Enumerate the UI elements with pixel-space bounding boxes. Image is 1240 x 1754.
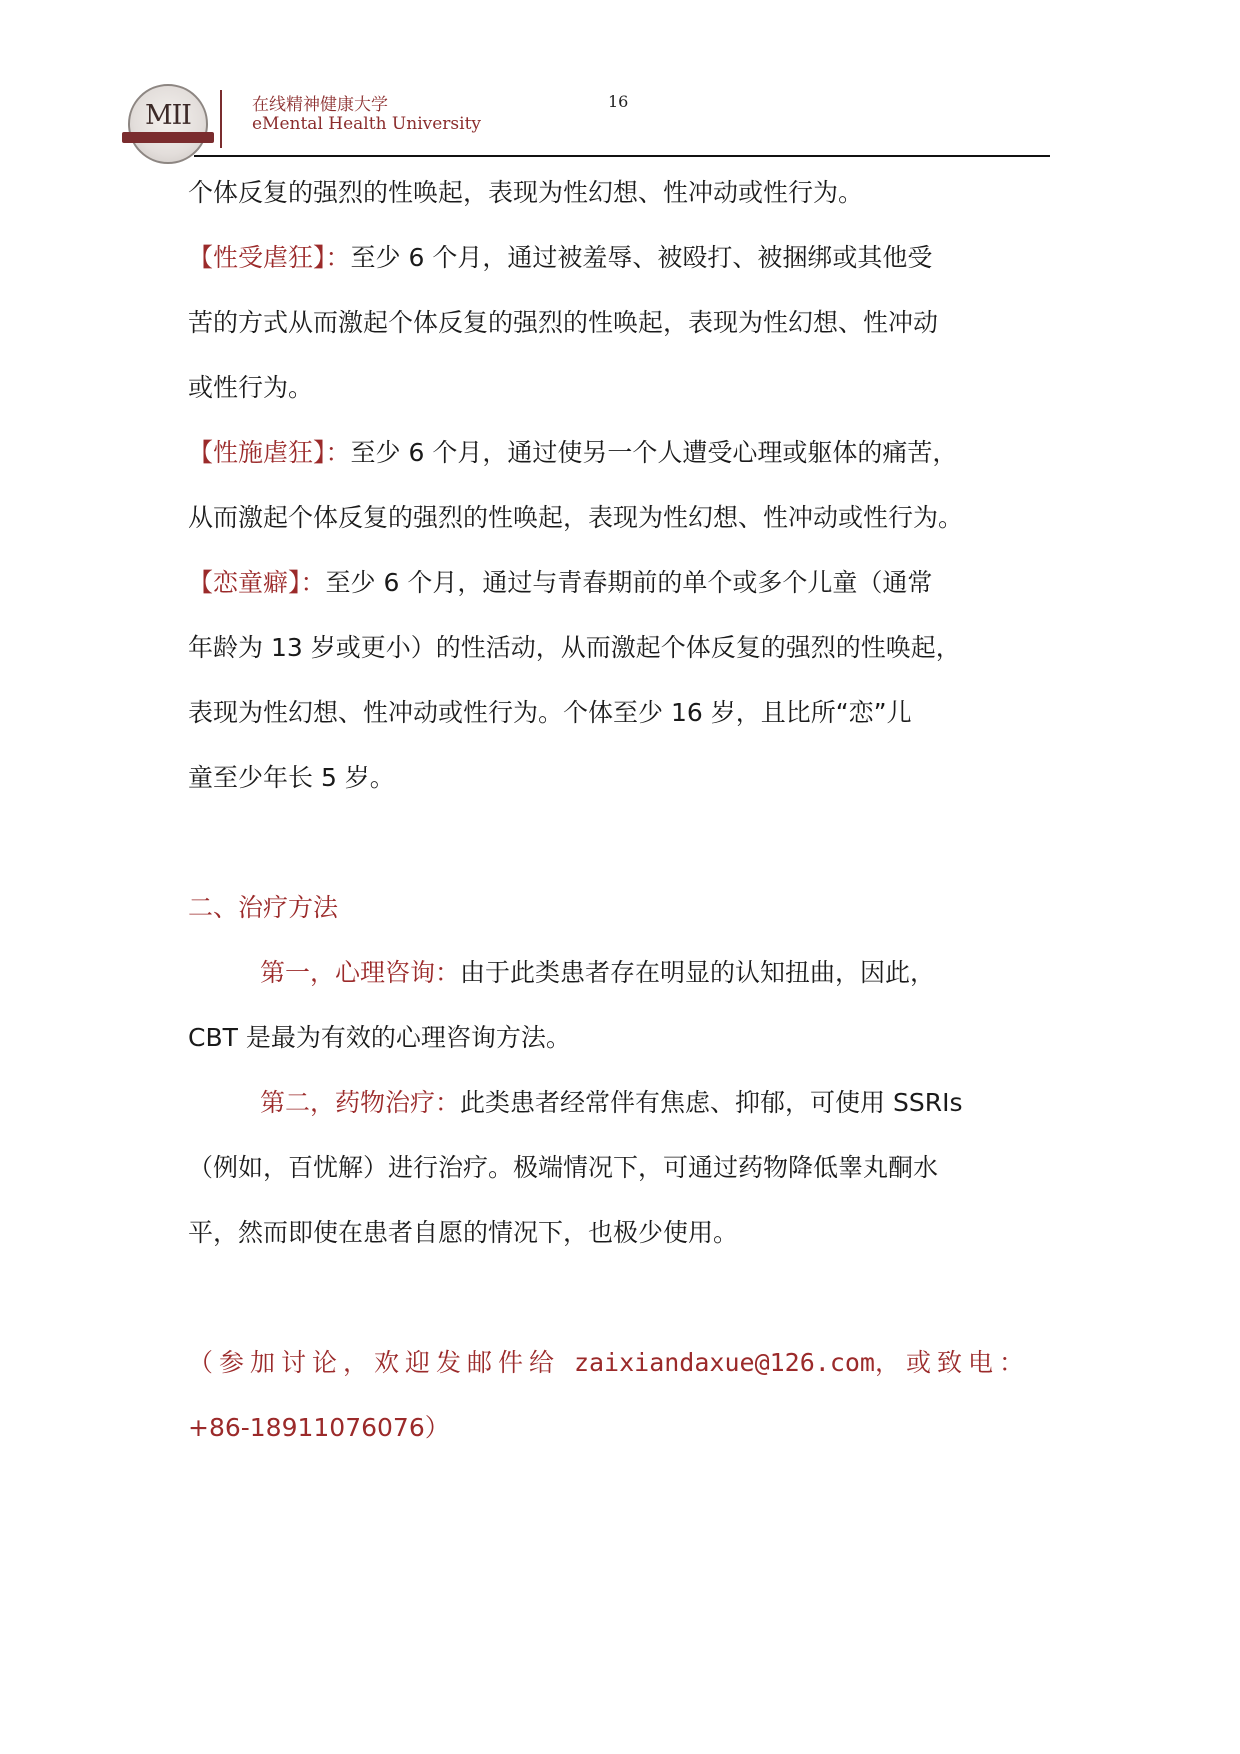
paragraph-line: 苦的方式从而激起个体反复的强烈的性唤起，表现为性幻想、性冲动 — [188, 308, 939, 337]
therapy-label: 第二，药物治疗： — [260, 1088, 461, 1117]
paragraph-line: 或性行为。 — [188, 373, 314, 402]
page-number: 16 — [608, 92, 629, 111]
logo-text: MII — [145, 100, 191, 131]
paragraph-line: CBT 是最为有效的心理咨询方法。 — [188, 1023, 571, 1052]
sadism-entry — [188, 420, 1048, 485]
therapy-1 — [188, 940, 1048, 1005]
masochism-entry — [188, 225, 1048, 290]
header-rule — [194, 155, 1050, 157]
therapy-label: 第一，心理咨询： — [260, 958, 461, 987]
therapy-text: 由于此类患者存在明显的认知扭曲，因此， — [460, 958, 936, 987]
university-name-en: eMental Health University — [252, 114, 482, 134]
term-label: 【恋童癖】： — [188, 568, 326, 597]
paragraph-line: 个体反复的强烈的性唤起，表现为性幻想、性冲动或性行为。 — [188, 178, 864, 207]
page-header — [120, 80, 1050, 160]
university-logo — [128, 84, 208, 164]
term-text: 至少 6 个月，通过被羞辱、被殴打、被捆绑或其他受 — [350, 243, 933, 272]
paragraph-line: 从而激起个体反复的强烈的性唤起，表现为性幻想、性冲动或性行为。 — [188, 503, 964, 532]
contact-line — [188, 1330, 1048, 1395]
pedophilia-entry — [188, 550, 1048, 615]
term-label: 【性受虐狂】： — [188, 243, 351, 272]
contact-prefix: （参加讨论，欢迎发邮件给 — [188, 1348, 574, 1377]
therapy-2 — [188, 1070, 1048, 1135]
logo-ribbon — [122, 132, 214, 143]
term-text: 至少 6 个月，通过使另一个人遭受心理或躯体的痛苦， — [350, 438, 958, 467]
header-divider — [220, 90, 222, 148]
contact-phone: +86-18911076076） — [188, 1413, 450, 1442]
paragraph-line: 童至少年长 5 岁。 — [188, 763, 395, 792]
paragraph-line: 年龄为 13 岁或更小）的性活动，从而激起个体反复的强烈的性唤起， — [188, 633, 961, 662]
contact-middle: ，或致电： — [874, 1348, 1030, 1377]
document-body — [188, 160, 1048, 1460]
paragraph-line: 表现为性幻想、性冲动或性行为。个体至少 16 岁，且比所“恋”儿 — [188, 698, 912, 727]
university-name-cn: 在线精神健康大学 — [252, 95, 388, 115]
contact-email-link[interactable]: zaixiandaxue@126.com — [573, 1348, 875, 1377]
spacer — [188, 810, 1048, 875]
paragraph-line: （例如，百忧解）进行治疗。极端情况下，可通过药物降低睾丸酮水 — [188, 1153, 939, 1182]
section-title: 二、治疗方法 — [188, 893, 339, 922]
term-label: 【性施虐狂】： — [188, 438, 351, 467]
term-text: 至少 6 个月，通过与青春期前的单个或多个儿童（通常 — [325, 568, 933, 597]
therapy-text: 此类患者经常伴有焦虑、抑郁，可使用 SSRIs — [460, 1088, 963, 1117]
paragraph-line: 平，然而即使在患者自愿的情况下，也极少使用。 — [188, 1218, 739, 1247]
spacer — [188, 1265, 1048, 1330]
